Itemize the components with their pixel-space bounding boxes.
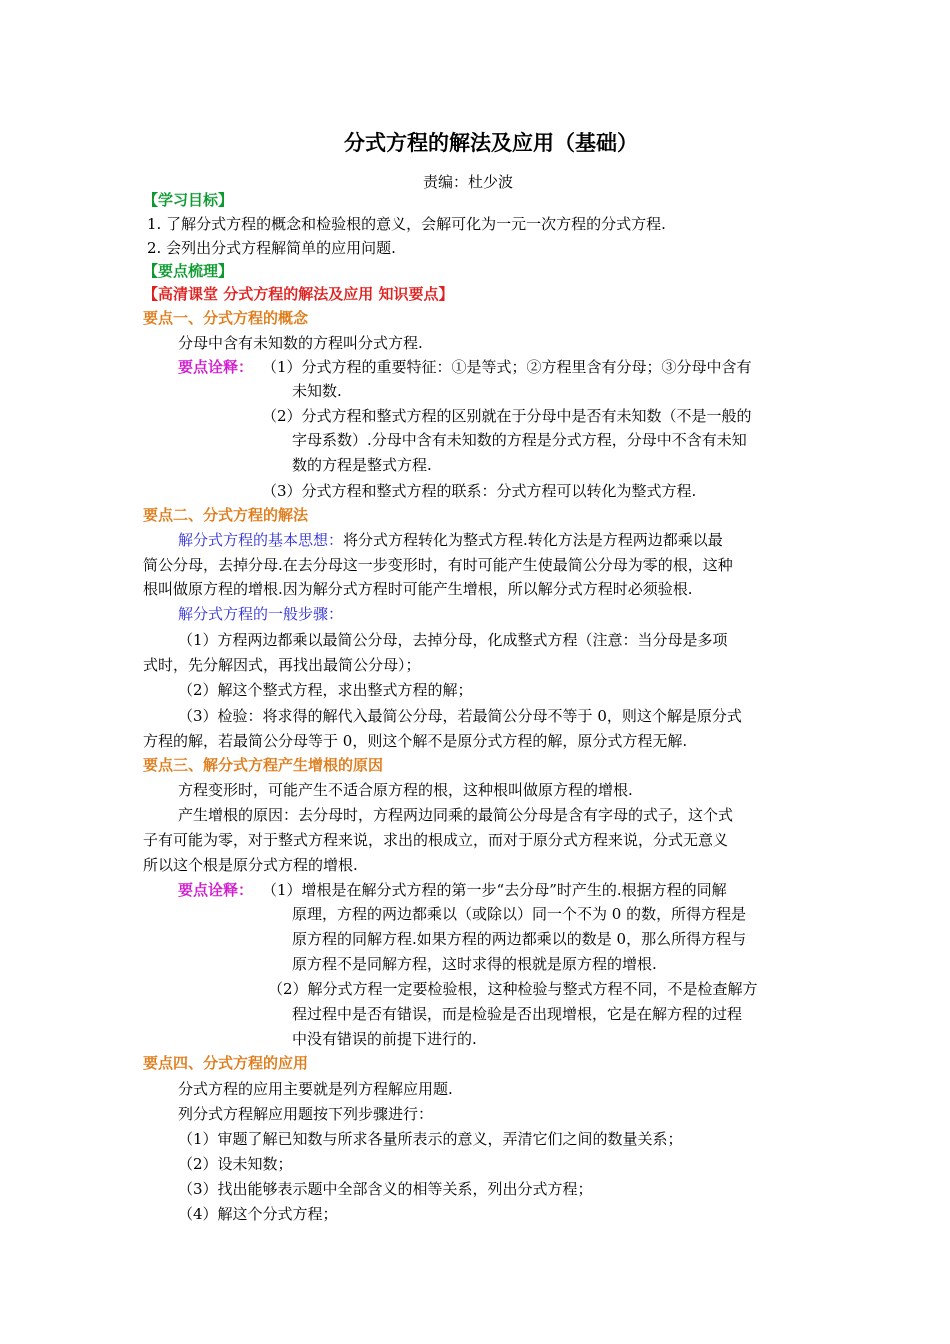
page-title: 分式方程的解法及应用（基础） [344, 130, 638, 155]
point3-note1-line2: 原理，方程的两边都乘以（或除以）同一个不为 0 的数，所得方程是 [292, 905, 747, 923]
point1-note1-line2: 未知数. [292, 382, 342, 400]
objective-item-2: 2. 会列出分式方程解简单的应用问题. [147, 239, 396, 257]
point2-steps-label: 解分式方程的一般步骤： [178, 605, 344, 623]
point4-para2: 列分式方程解应用题按下列步骤进行： [178, 1105, 434, 1123]
point2-step1-line1: （1）方程两边都乘以最简公分母，去掉分母，化成整式方程（注意：当分母是多项 [178, 631, 728, 649]
point3-para2-line2: 子有可能为零，对于整式方程来说，求出的根成立，而对于原分式方程来说，分式无意义 [143, 831, 729, 849]
point2-heading: 要点二、分式方程的解法 [143, 506, 309, 524]
point4-step4: （4）解这个分式方程； [178, 1205, 338, 1223]
author-line: 责编：杜少波 [422, 173, 513, 191]
point3-note1-line4: 原方程不是同解方程，这时求得的根就是原方程的增根. [292, 955, 657, 973]
point1-note2-line1: （2）分式方程和整式方程的区别就在于分母中是否有未知数（不是一般的 [262, 407, 752, 425]
point2-idea-line3: 根叫做原方程的增根.因为解分式方程时可能产生增根，所以解分式方程时必须验根. [143, 580, 693, 598]
point2-idea-text: 将分式方程转化为整式方程.转化方法是方程两边都乘以最 [343, 531, 723, 549]
point3-para2-line1: 产生增根的原因：去分母时，方程两边同乘的最简公分母是含有字母的式子，这个式 [178, 806, 734, 824]
point2-step1-line2: 式时，先分解因式，再找出最简公分母）； [143, 656, 421, 674]
key-points-heading: 【要点梳理】 [143, 262, 234, 280]
point2-idea-label: 解分式方程的基本思想： [178, 531, 344, 549]
point1-note1-line1: （1）分式方程的重要特征：①是等式；②方程里含有分母；③分母中含有 [262, 358, 752, 376]
point4-para1: 分式方程的应用主要就是列方程解应用题. [178, 1080, 453, 1098]
point3-note2-line2: 程过程中是否有错误，而是检验是否出现增根，它是在解方程的过程 [292, 1005, 743, 1023]
point2-idea-line2: 简公分母，去掉分母.在去分母这一步变形时，有时可能产生使最简公分母为零的根，这种 [143, 556, 733, 574]
point1-definition: 分母中含有未知数的方程叫分式方程. [178, 334, 423, 352]
point1-note-label: 要点诠释： [178, 358, 254, 376]
point2-step3-line1: （3）检验：将求得的解代入最简公分母，若最简公分母不等于 0，则这个解是原分式 [178, 707, 742, 725]
point1-note3: （3）分式方程和整式方程的联系：分式方程可以转化为整式方程. [262, 482, 697, 500]
point1-heading: 要点一、分式方程的概念 [143, 309, 309, 327]
point3-note1-line3: 原方程的同解方程.如果方程的两边都乘以的数是 0，那么所得方程与 [292, 930, 747, 948]
point1-note2-line3: 数的方程是整式方程. [292, 456, 432, 474]
point3-para1: 方程变形时，可能产生不适合原方程的根，这种根叫做原方程的增根. [178, 781, 633, 799]
point4-step2: （2）设未知数； [178, 1155, 293, 1173]
point1-note2-line2: 字母系数）.分母中含有未知数的方程是分式方程，分母中不含有未知 [292, 431, 747, 449]
point3-para2-line3: 所以这个根是原分式方程的增根. [143, 856, 358, 874]
video-link-heading[interactable]: 【高清课堂 分式方程的解法及应用 知识要点】 [143, 285, 454, 303]
point2-step3-line2: 方程的解，若最简公分母等于 0，则这个解不是原分式方程的解，原分式方程无解. [143, 732, 688, 750]
point4-step3: （3）找出能够表示题中全部含义的相等关系，列出分式方程； [178, 1180, 593, 1198]
point2-idea-line1 [178, 530, 723, 550]
point2-step2: （2）解这个整式方程，求出整式方程的解； [178, 681, 473, 699]
point3-note2-line3: 中没有错误的前提下进行的. [292, 1030, 477, 1048]
point3-note1-line1: （1）增根是在解分式方程的第一步“去分母”时产生的.根据方程的同解 [262, 881, 727, 899]
objective-item-1: 1. 了解分式方程的概念和检验根的意义，会解可化为一元一次方程的分式方程. [147, 215, 666, 233]
point4-heading: 要点四、分式方程的应用 [143, 1054, 309, 1072]
point3-note-label: 要点诠释： [178, 881, 254, 899]
objectives-heading: 【学习目标】 [143, 191, 234, 209]
point3-heading: 要点三、解分式方程产生增根的原因 [143, 756, 384, 774]
point4-step1: （1）审题了解已知数与所求各量所表示的意义，弄清它们之间的数量关系； [178, 1130, 683, 1148]
point3-note2-line1: （2）解分式方程一定要检验根，这种检验与整式方程不同，不是检查解方 [268, 980, 758, 998]
